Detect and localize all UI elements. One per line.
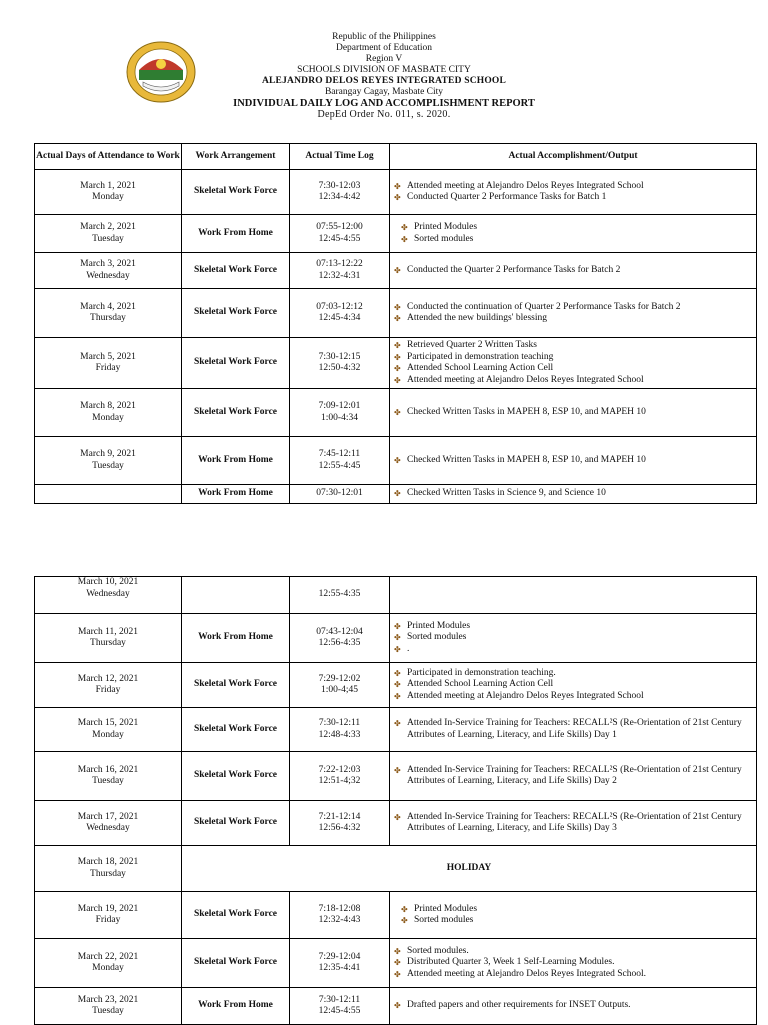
accomplishment-text: Sorted modules [414, 915, 474, 925]
bullet-arrow-icon: ✤ [394, 314, 401, 323]
accomplishment-cell [390, 708, 757, 752]
time-entry: 1:00-4;45 [321, 685, 358, 695]
accomplishment-text: Checked Written Tasks in MAPEH 8, ESP 10, and MAPEH 10 [407, 454, 646, 465]
accomplishment-cell [390, 614, 757, 663]
table-row [35, 289, 757, 338]
time-entry: 7:29-12:04 [318, 951, 361, 962]
accomplishment-item [394, 668, 756, 680]
table-row [35, 988, 757, 1025]
accomplishment-text: Printed Modules [407, 620, 471, 631]
table-body-page1 [35, 170, 757, 504]
table-row [35, 253, 757, 289]
accomplishment-item [394, 904, 756, 916]
accomplishment-item [394, 621, 756, 633]
time-entry: 12:32-4:31 [318, 270, 361, 281]
arrangement-cell: Work From Home [182, 614, 290, 663]
time-cell [290, 215, 390, 253]
arrangement-cell: Skeletal Work Force [182, 170, 290, 215]
date-cell [35, 253, 182, 289]
arrangement-cell: Work From Home [182, 437, 290, 485]
row-day: Thursday [90, 638, 126, 648]
bullet-arrow-icon: ✤ [394, 633, 401, 643]
bullet-arrow-icon: ✤ [401, 234, 408, 244]
time-entry: 7:22-12:03 [318, 764, 361, 775]
time-entry: 07:03-12:12 [316, 301, 363, 312]
time-cell [290, 663, 390, 708]
date-cell [35, 485, 182, 504]
header-days: Actual Days of Attendance to Work [35, 144, 182, 170]
time-cell [290, 437, 390, 485]
bullet-arrow-icon: ✤ [401, 916, 408, 925]
bullet-arrow-icon: ✤ [394, 302, 401, 312]
accomplishment-cell [390, 939, 757, 988]
row-date: March 8, 2021 [80, 401, 136, 411]
table-row [35, 215, 757, 253]
time-entry: 7:30-12:15 [318, 351, 361, 362]
bullet-arrow-icon: ✤ [394, 1001, 401, 1011]
accomplishment-item [394, 765, 756, 788]
accomplishment-text: Attended School Learning Action Cell [407, 679, 554, 690]
accomplishment-cell [390, 752, 757, 801]
arrangement-cell: Skeletal Work Force [182, 338, 290, 389]
time-entry: 7:29-12:02 [318, 673, 361, 684]
time-entry: 12:32-4:43 [318, 915, 361, 925]
row-day: Friday [95, 363, 121, 373]
bullet-arrow-icon: ✤ [394, 765, 401, 775]
time-entry: 12:45-4:34 [318, 313, 361, 323]
accomplishment-cell [390, 338, 757, 389]
accomplishment-text: Conducted Quarter 2 Performance Tasks for Batch 1 [407, 192, 607, 202]
table-row [35, 846, 757, 892]
row-date: March 9, 2021 [80, 449, 136, 459]
time-entry: 1:00-4:34 [321, 412, 358, 423]
row-date: March 15, 2021 [77, 718, 139, 728]
accomplishment-cell [390, 170, 757, 215]
date-cell [35, 389, 182, 437]
accomplishment-item [394, 488, 756, 500]
table-row [35, 577, 757, 614]
row-date: March 4, 2021 [80, 301, 136, 312]
time-entry: 07:30-12:01 [316, 488, 363, 499]
time-entry: 07:43-12:04 [316, 626, 363, 637]
row-date: March 11, 2021 [77, 626, 139, 637]
log-table-page2 [34, 576, 757, 1025]
arrangement-cell: Skeletal Work Force [182, 801, 290, 846]
date-cell [35, 215, 182, 253]
accomplishment-item [394, 363, 756, 375]
accomplishment-text: Attended In-Service Training for Teachers: RECALL²S (Re-Orientation of 21st Century Attributes of Learning, Literacy, and Life Skills) Day 1 [407, 718, 742, 740]
accomplishment-cell [390, 289, 757, 338]
accomplishment-cell [390, 215, 757, 253]
row-day: Tuesday [92, 460, 124, 471]
accomplishment-cell [390, 988, 757, 1025]
log-table-page1 [34, 143, 757, 504]
row-day: Wednesday [86, 823, 130, 833]
time-cell [290, 708, 390, 752]
arrangement-cell: Skeletal Work Force [182, 939, 290, 988]
arrangement-cell: Skeletal Work Force [182, 253, 290, 289]
document-header [0, 32, 768, 120]
date-cell [35, 170, 182, 215]
bullet-arrow-icon: ✤ [394, 352, 401, 362]
accomplishment-text: Distributed Quarter 3, Week 1 Self-Learning Modules. [407, 957, 615, 968]
accomplishment-item [394, 812, 756, 835]
bullet-arrow-icon: ✤ [394, 668, 401, 678]
time-entry: 12:56-4:35 [318, 638, 361, 648]
time-cell [290, 289, 390, 338]
bullet-arrow-icon: ✤ [394, 644, 401, 654]
header-region: Region V [365, 54, 403, 64]
accomplishment-cell [390, 485, 757, 504]
accomplishment-item [394, 375, 756, 387]
bullet-arrow-icon: ✤ [394, 812, 401, 822]
time-cell [290, 801, 390, 846]
row-date: March 22, 2021 [77, 951, 139, 962]
time-cell [290, 892, 390, 939]
accomplishment-text: Printed Modules [414, 903, 478, 914]
accomplishment-text: Checked Written Tasks in Science 9, and Science 10 [407, 488, 606, 499]
accomplishment-item [394, 632, 756, 644]
accomplishment-item [394, 969, 756, 981]
table-row [35, 170, 757, 215]
time-cell [290, 939, 390, 988]
accomplishment-item [394, 407, 756, 419]
accomplishment-cell [390, 253, 757, 289]
accomplishment-item [394, 265, 756, 277]
time-entry: 12:56-4:32 [318, 823, 361, 833]
bullet-arrow-icon: ✤ [394, 181, 401, 191]
accomplishment-item [394, 222, 756, 234]
row-day: Monday [92, 729, 124, 740]
date-cell [35, 338, 182, 389]
row-date: March 17, 2021 [77, 811, 139, 822]
time-entry: 12:45-4:55 [318, 233, 361, 244]
accomplishment-text: Attended meeting at Alejandro Delos Reyes Integrated School [407, 690, 644, 701]
time-entry: 7:21-12:14 [318, 811, 361, 822]
bullet-arrow-icon: ✤ [394, 621, 401, 631]
time-entry: 7:18-12:08 [318, 903, 361, 914]
row-date: March 10, 2021 [77, 577, 139, 587]
time-entry: 7:30-12:03 [318, 180, 361, 191]
date-cell [35, 437, 182, 485]
accomplishment-item [394, 181, 756, 193]
accomplishment-item [394, 946, 756, 958]
accomplishment-cell [390, 389, 757, 437]
accomplishment-text: Conducted the continuation of Quarter 2 Performance Tasks for Batch 2 [407, 301, 681, 312]
accomplishment-item [394, 957, 756, 969]
time-entry: 12:55-4:45 [318, 460, 361, 471]
time-cell [290, 389, 390, 437]
accomplishment-text: Participated in demonstration teaching. [407, 667, 556, 678]
table-header-row [35, 144, 757, 170]
accomplishment-text: Sorted modules. [407, 945, 469, 956]
row-date: March 19, 2021 [77, 903, 139, 914]
arrangement-cell: Skeletal Work Force [182, 663, 290, 708]
bullet-arrow-icon: ✤ [394, 489, 401, 499]
bullet-arrow-icon: ✤ [394, 407, 401, 417]
bullet-arrow-icon: ✤ [394, 691, 401, 701]
accomplishment-cell [390, 892, 757, 939]
accomplishment-text: Checked Written Tasks in MAPEH 8, ESP 10, and MAPEH 10 [407, 406, 646, 417]
row-day: Thursday [90, 868, 126, 879]
row-date: March 3, 2021 [80, 259, 136, 269]
time-entry: 12:34-4:42 [318, 192, 361, 202]
bullet-arrow-icon: ✤ [394, 969, 401, 979]
bullet-arrow-icon: ✤ [394, 341, 401, 350]
bullet-arrow-icon: ✤ [401, 904, 408, 914]
accomplishment-text: Sorted modules [407, 632, 467, 643]
accomplishment-text: Retrieved Quarter 2 Written Tasks [407, 340, 537, 350]
header-republic: Republic of the Philippines [332, 32, 436, 42]
report-title: INDIVIDUAL DAILY LOG AND ACCOMPLISHMENT REPORT [233, 98, 535, 109]
accomplishment-text: Participated in demonstration teaching [407, 351, 554, 362]
time-cell [290, 253, 390, 289]
row-date: March 18, 2021 [77, 857, 139, 867]
table-body-page2 [35, 577, 757, 1025]
accomplishment-text: Attended In-Service Training for Teachers: RECALL²S (Re-Orientation of 21st Century Attributes of Learning, Literacy, and Life Skills) Day 2 [407, 764, 742, 786]
time-entry: 12:48-4:33 [318, 729, 361, 740]
date-cell [35, 892, 182, 939]
table-row [35, 614, 757, 663]
row-day: Tuesday [92, 776, 124, 786]
accomplishment-item [394, 455, 756, 467]
time-cell [290, 485, 390, 504]
accomplishment-text: Attended School Learning Action Cell [407, 363, 554, 373]
date-cell [35, 289, 182, 338]
header-address: Barangay Cagay, Masbate City [324, 87, 444, 97]
row-date: March 23, 2021 [77, 994, 139, 1005]
arrangement-cell [182, 577, 290, 614]
accomplishment-text: Sorted modules [414, 233, 474, 244]
time-cell [290, 338, 390, 389]
arrangement-cell: Skeletal Work Force [182, 389, 290, 437]
row-date: March 12, 2021 [77, 673, 139, 684]
time-entry: 7:45-12:11 [318, 449, 361, 459]
accomplishment-text: Drafted papers and other requirements for INSET Outputs. [407, 1000, 631, 1011]
arrangement-cell: Work From Home [182, 988, 290, 1025]
accomplishment-item [394, 691, 756, 703]
accomplishment-item [394, 644, 756, 656]
header-time-log: Actual Time Log [290, 144, 390, 170]
bullet-arrow-icon: ✤ [394, 455, 401, 465]
arrangement-cell: Skeletal Work Force [182, 752, 290, 801]
date-cell [35, 752, 182, 801]
row-day: Thursday [90, 313, 126, 323]
accomplishment-cell [390, 801, 757, 846]
accomplishment-item [394, 340, 756, 352]
arrangement-cell: Skeletal Work Force [182, 289, 290, 338]
table-row [35, 663, 757, 708]
time-entry: 12:35-4:41 [318, 963, 361, 973]
date-cell [35, 939, 182, 988]
row-day: Monday [92, 412, 124, 423]
table-row [35, 708, 757, 752]
header-department: Department of Education [335, 43, 433, 53]
accomplishment-text: Printed Modules [414, 222, 478, 232]
time-entry: 7:09-12:01 [318, 401, 361, 411]
accomplishment-item [394, 718, 756, 741]
arrangement-cell: Work From Home [182, 485, 290, 504]
accomplishment-item [394, 192, 756, 204]
time-entry: 07:13-12:22 [316, 259, 363, 269]
row-day: Tuesday [92, 1006, 124, 1016]
accomplishment-item [394, 915, 756, 927]
table-row [35, 437, 757, 485]
header-school: ALEJANDRO DELOS REYES INTEGRATED SCHOOL [261, 76, 507, 86]
deped-order: DepEd Order No. 011, s. 2020. [317, 109, 451, 120]
row-date: March 5, 2021 [80, 351, 136, 362]
bullet-arrow-icon: ✤ [394, 958, 401, 968]
time-cell [290, 614, 390, 663]
accomplishment-text: Attended meeting at Alejandro Delos Reyes Integrated School [407, 180, 644, 191]
accomplishment-item [394, 679, 756, 691]
table-row [35, 752, 757, 801]
date-cell [35, 846, 182, 892]
time-cell [290, 577, 390, 614]
table-row [35, 939, 757, 988]
date-cell [35, 801, 182, 846]
time-entry: 07:55-12:00 [316, 222, 363, 232]
accomplishment-text: Attended meeting at Alejandro Delos Reyes Integrated School [407, 374, 644, 385]
accomplishment-text: Conducted the Quarter 2 Performance Tasks for Batch 2 [407, 264, 621, 275]
accomplishment-text: . [407, 643, 410, 654]
date-cell [35, 577, 182, 614]
header-division: SCHOOLS DIVISION OF MASBATE CITY [297, 65, 471, 75]
time-cell [290, 988, 390, 1025]
date-cell [35, 663, 182, 708]
row-day: Monday [92, 192, 124, 202]
time-entry: 12:45-4:55 [318, 1006, 361, 1016]
bullet-arrow-icon: ✤ [394, 946, 401, 956]
arrangement-cell: Work From Home [182, 215, 290, 253]
table-row [35, 389, 757, 437]
table-row [35, 485, 757, 504]
date-cell [35, 708, 182, 752]
row-day: Friday [95, 685, 121, 695]
bullet-arrow-icon: ✤ [394, 719, 401, 728]
arrangement-cell: Skeletal Work Force [182, 708, 290, 752]
table-row [35, 338, 757, 389]
time-cell [290, 170, 390, 215]
bullet-arrow-icon: ✤ [394, 364, 401, 373]
accomplishment-item [394, 302, 756, 314]
holiday-cell: HOLIDAY [182, 846, 757, 892]
row-day: Wednesday [86, 588, 130, 599]
accomplishment-text: Attended In-Service Training for Teachers: RECALL²S (Re-Orientation of 21st Century Attributes of Learning, Literacy, and Life Skills) Day 3 [407, 811, 742, 833]
header-accomplishment: Actual Accomplishment/Output [390, 144, 757, 170]
accomplishment-text: Attended the new buildings' blessing [407, 313, 547, 323]
bullet-arrow-icon: ✤ [394, 265, 401, 275]
row-day: Wednesday [86, 270, 130, 281]
time-entry: 12:51-4;32 [318, 776, 361, 786]
row-day: Tuesday [92, 233, 124, 244]
row-day: Monday [92, 963, 124, 973]
table-row [35, 892, 757, 939]
row-day: Friday [95, 915, 121, 925]
row-date: March 1, 2021 [80, 180, 136, 191]
time-cell [290, 752, 390, 801]
bullet-arrow-icon: ✤ [394, 375, 401, 385]
accomplishment-cell [390, 663, 757, 708]
accomplishment-cell [390, 577, 757, 614]
time-entry: 7:30-12:11 [318, 718, 361, 728]
accomplishment-item [394, 352, 756, 364]
arrangement-cell: Skeletal Work Force [182, 892, 290, 939]
time-entry: 12:50-4:32 [318, 363, 361, 373]
date-cell [35, 614, 182, 663]
header-arrangement: Work Arrangement [182, 144, 290, 170]
time-entry: 7:30-12:11 [318, 994, 361, 1005]
date-cell [35, 988, 182, 1025]
row-date: March 2, 2021 [80, 222, 136, 232]
bullet-arrow-icon: ✤ [401, 223, 408, 232]
bullet-arrow-icon: ✤ [394, 680, 401, 690]
table-row [35, 801, 757, 846]
accomplishment-text: Attended meeting at Alejandro Delos Reyes Integrated School. [407, 968, 647, 979]
accomplishment-cell [390, 437, 757, 485]
time-entry: 12:55-4:35 [318, 589, 361, 600]
bullet-arrow-icon: ✤ [394, 193, 401, 202]
accomplishment-item [394, 234, 756, 246]
accomplishment-item [394, 1000, 756, 1012]
row-date: March 16, 2021 [77, 764, 139, 775]
accomplishment-item [394, 313, 756, 325]
